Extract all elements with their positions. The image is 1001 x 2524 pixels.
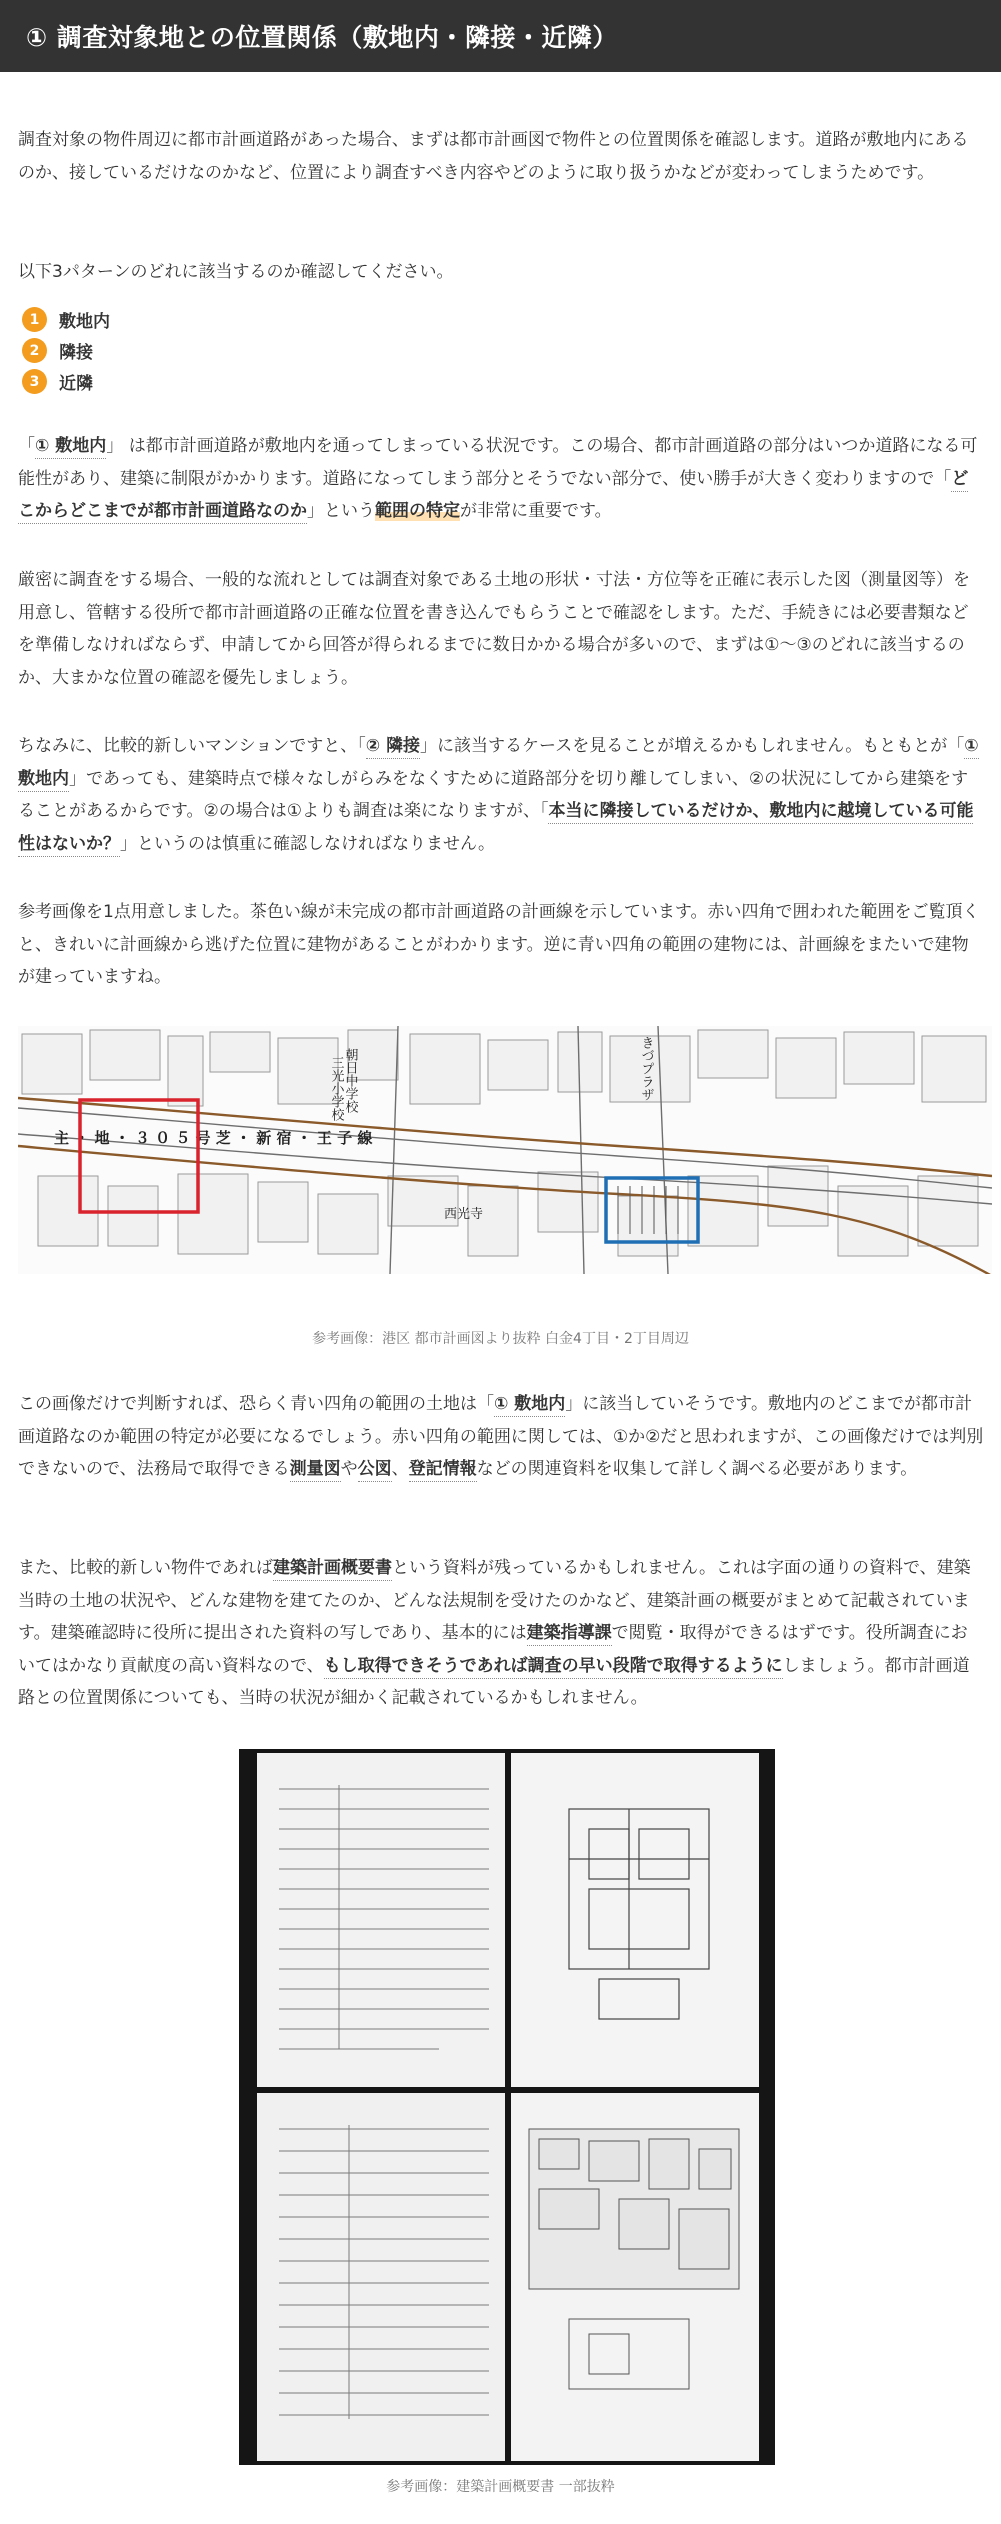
document-pages-drawing <box>239 1749 775 2465</box>
text-run: 」に該当していそうです。敷地内のどこまでが都市計画道路なのか範囲の特定が必要になるでしょう。赤い四角の範囲に関しては、①か②だと思われますが、この画像だけでは判別できないので、法務局で取得できる <box>18 1394 984 1479</box>
map-caption: 参考画像：港区 都市計画図より抜粋 白金4丁目・2丁目周辺 <box>312 1331 689 1347</box>
emphasis-building-plan-summary: 建築計画概要書 <box>273 1558 392 1581</box>
map-school-label: 三光小学校 <box>328 1056 344 1121</box>
text-run: この画像だけで判断すれば、恐らく青い四角の範囲の土地は「 <box>18 1394 494 1414</box>
number-badge: 3 <box>22 369 47 394</box>
text-run: や <box>340 1459 358 1479</box>
survey-paragraph: 厳密に調査をする場合、一般的な流れとしては調査対象である土地の形状・寸法・方位等を正確に表示した図（測量図等）を用意し、管轄する役所で都市計画道路の正確な位置を書き込んでもらうことで確認をします。ただ、手続きには必要書類などを準備しなければならず、申請してから回答が得られるまでに数日かかる場合が多いので、まずは①〜③のどれに該当するのか、大まかな位置の確認を優先しましょう。 <box>18 570 970 688</box>
adjacent-paragraph <box>18 730 984 860</box>
list-item-label: 隣接 <box>59 343 93 363</box>
map-plaza-label: きづプラザ <box>638 1036 654 1101</box>
list-item-label: 敷地内 <box>59 312 110 332</box>
text-run: また、比較的新しい物件であれば <box>18 1558 273 1578</box>
reference-paragraph: 参考画像を1点用意しました。茶色い線が未完成の都市計画道路の計画線を示しています。赤い四角で囲われた範囲をご覧頂くと、きれいに計画線から逃げた位置に建物があることがわかります。逆に青い四角の範囲の建物には、計画線をまたいで建物が建っていますね。 <box>18 902 980 987</box>
emphasis-registry-info: 登記情報 <box>409 1459 477 1482</box>
intro-paragraph: 調査対象の物件周辺に都市計画道路があった場合、まずは都市計画図で物件との位置関係を確認します。道路が敷地内にあるのか、接しているだけなのかなど、位置により調査すべき内容やどのように取り扱うかなどが変わってしまうためです。 <box>18 130 969 183</box>
onsite-paragraph <box>18 430 984 528</box>
text-run: ちなみに、比較的新しいマンションですと、「 <box>18 736 366 756</box>
instruction-paragraph: 以下3パターンのどれに該当するのか確認してください。 <box>18 262 454 282</box>
text-run: で閲覧・取得ができるはずです。役所調査においてはかなり貢献度の高い資料なので、 <box>18 1623 968 1676</box>
map-drawing <box>18 1026 992 1274</box>
text-run: 「 <box>18 436 35 456</box>
emphasis-encroachment: 本当に隣接しているだけか、敷地内に越境している可能性はないか？ <box>18 801 973 857</box>
text-run: 」というのは慎重に確認しなければなりません。 <box>120 833 496 854</box>
emphasis-onsite: ① 敷地内 <box>18 736 979 792</box>
highlight-range-identification: 範囲の特定 <box>375 501 460 521</box>
emphasis-public-map: 公図 <box>358 1459 392 1482</box>
emphasis-onsite: ① 敷地内 <box>35 436 106 459</box>
text-run: 、 <box>391 1459 409 1479</box>
map-school-label-2: 朝日中学校 <box>342 1048 358 1113</box>
building-plan-photo <box>239 1749 775 2465</box>
text-run: 」 は都市計画道路が敷地内を通ってしまっている状況です。この場合、都市計画道路の部分はいつか道路になる可能性があり、建築に制限がかかります。道路になってしまう部分とそうでない部分で、使い勝手が大きく変わりますので「 <box>18 436 978 489</box>
emphasis-range: どこからどこまでが都市計画道路なのか <box>18 469 968 525</box>
text-run: という資料が残っているかもしれません。これは字面の通りの資料で、建築当時の土地の状況や、どんな建物を建てたのか、どんな法規制を受けたのかなど、建築計画の概要がまとめて記載されています。建築確認時に役所に提出された資料の写しであり、基本的には <box>18 1558 971 1643</box>
text-run: などの関連資料を収集して詳しく調べる必要があります。 <box>476 1459 918 1479</box>
number-badge: 2 <box>22 338 47 363</box>
emphasis-survey-map: 測量図 <box>290 1459 341 1482</box>
section-heading <box>0 0 1001 72</box>
city-planning-map <box>18 1026 992 1274</box>
text-run: が非常に重要です。 <box>460 501 612 521</box>
pattern-list <box>22 304 422 397</box>
map-road-label: 主 ・ 地 ・ ３ ０ ５ 号 芝 ・ 新 宿 ・ 王 子 線 <box>54 1129 373 1147</box>
text-run: 」に該当するケースを見ることが増えるかもしれません。もともとが「 <box>420 736 965 756</box>
emphasis-building-guidance: 建築指導課 <box>527 1623 612 1646</box>
building-plan-paragraph <box>18 1552 984 1715</box>
emphasis-onsite: ① 敷地内 <box>494 1394 565 1417</box>
list-item-label: 近隣 <box>59 374 93 394</box>
emphasis-adjacent: ② 隣接 <box>366 736 420 759</box>
emphasis-obtain-early: もし取得できそうであれば調査の早い段階で取得するように <box>324 1656 783 1679</box>
text-run: 」という <box>307 501 375 521</box>
number-badge: 1 <box>22 307 47 332</box>
text-run: しましょう。都市計画道路との位置関係についても、当時の状況が細かく記載されているかもしれません。 <box>18 1655 970 1708</box>
section-title: ① 調査対象地との位置関係（敷地内・隣接・近隣） <box>26 23 618 52</box>
blue-box-paragraph <box>18 1388 984 1486</box>
list-item <box>22 335 422 366</box>
map-temple-label: 西光寺 <box>444 1207 484 1222</box>
list-item <box>22 304 422 335</box>
list-item <box>22 366 422 397</box>
text-run: 」であっても、建築時点で様々なしがらみをなくすために道路部分を切り離してしまい、②の状況にしてから建築をすることがあるからです。②の場合は①よりも調査は楽になりますが、「 <box>18 768 969 821</box>
document-caption: 参考画像：建築計画概要書 一部抜粋 <box>386 2479 615 2495</box>
